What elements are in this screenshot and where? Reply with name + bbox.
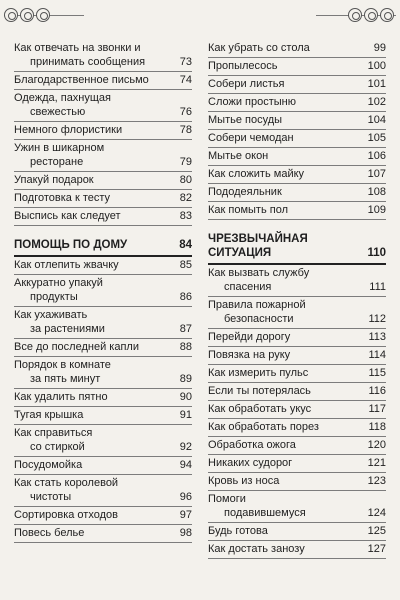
toc-entry-title: [14, 258, 172, 272]
toc-entry[interactable]: [14, 190, 192, 208]
toc-entry-title-line: Перейди дорогу: [208, 331, 291, 343]
toc-entry-page: 82: [179, 192, 192, 204]
toc-entry-page: 102: [367, 96, 386, 108]
toc-entry-title-line: Как измерить пульс: [208, 367, 309, 379]
toc-entry-page: 124: [367, 507, 386, 519]
toc-entry-page: 104: [367, 114, 386, 126]
toc-entry[interactable]: [208, 76, 386, 94]
toc-entry-title: [208, 492, 366, 520]
toc-entry-page: 123: [367, 475, 386, 487]
toc-entry-page: 105: [367, 132, 386, 144]
toc-entry-title: [208, 203, 366, 217]
toc-entry-title: [208, 113, 366, 127]
toc-entry[interactable]: [208, 437, 386, 455]
section-heading-home-help[interactable]: [14, 226, 192, 257]
toc-list-continued: [14, 40, 192, 226]
toc-entry-title: [208, 420, 366, 434]
toc-entry-page: 113: [368, 331, 386, 343]
rosette-icon: [4, 8, 18, 22]
toc-list-home-help: [14, 257, 192, 543]
rosette-icon: [20, 8, 34, 22]
toc-entry-title: [208, 542, 366, 556]
toc-entry-title-line: Как помыть пол: [208, 204, 289, 216]
toc-entry-title: [14, 340, 172, 354]
toc-list-emergency: [208, 265, 386, 559]
toc-entry-title: [14, 91, 172, 119]
toc-entry[interactable]: [14, 307, 192, 339]
toc-entry-title-line: Как отвечать на звонки и: [14, 42, 141, 54]
toc-entry[interactable]: [208, 329, 386, 347]
toc-entry[interactable]: [208, 523, 386, 541]
toc-entry-page: 107: [367, 168, 386, 180]
toc-entry-title-line: Пропылесось: [208, 60, 278, 72]
toc-entry-title-line: Как обработать укус: [208, 403, 312, 415]
toc-entry-page: 92: [179, 441, 192, 453]
toc-entry-page: 85: [179, 259, 192, 271]
toc-entry-title: [14, 476, 172, 504]
toc-entry-title: [208, 330, 366, 344]
toc-entry-page: 78: [179, 124, 192, 136]
toc-entry-page: 125: [367, 525, 386, 537]
toc-entry-title-line: Немного флористики: [14, 124, 123, 136]
toc-entry-page: 91: [179, 409, 192, 421]
toc-entry-title: [208, 298, 366, 326]
toc-entry-title: [208, 167, 366, 181]
toc-entry-title: [208, 402, 366, 416]
section-title-line: СИТУАЦИЯ: [208, 247, 272, 259]
toc-entry-title: [208, 384, 366, 398]
toc-entry-title-line: за пять минут: [30, 373, 101, 385]
toc-entry-title-line: Выспись как следует: [14, 210, 121, 222]
toc-entry-title-line: ресторане: [30, 156, 84, 168]
toc-entry-title-line: Как обработать порез: [208, 421, 319, 433]
toc-entry-title-line: Мытье посуды: [208, 114, 283, 126]
toc-entry-title-line: Ужин в шикарном: [14, 142, 105, 154]
toc-entry[interactable]: [14, 172, 192, 190]
toc-entry-page: 106: [367, 150, 386, 162]
toc-entry-title-line: Повязка на руку: [208, 349, 291, 361]
toc-entry-page: 109: [367, 204, 386, 216]
toc-entry-page: 73: [179, 56, 192, 68]
toc-entry[interactable]: [208, 265, 386, 297]
toc-entry-title-line: Правила пожарной: [208, 299, 306, 311]
toc-entry-page: 89: [179, 373, 192, 385]
toc-entry-title: [14, 41, 172, 69]
toc-entry-title: [14, 191, 172, 205]
toc-entry-page: 116: [368, 385, 386, 397]
toc-entry-page: 127: [367, 543, 386, 555]
toc-entry[interactable]: [14, 407, 192, 425]
toc-entry[interactable]: [208, 383, 386, 401]
toc-entry[interactable]: [14, 525, 192, 543]
toc-entry[interactable]: [208, 202, 386, 220]
rosette-icon: [380, 8, 394, 22]
toc-entry-title: [14, 426, 172, 454]
toc-entry-title-line: Мытье окон: [208, 150, 269, 162]
toc-entry-page: 87: [179, 323, 192, 335]
toc-entry-page: 97: [179, 509, 192, 521]
toc-entry-page: 98: [179, 527, 192, 539]
toc-entry-title-line: Помоги: [208, 493, 246, 505]
toc-entry[interactable]: [208, 184, 386, 202]
toc-entry-title: [14, 526, 172, 540]
toc-entry-title: [14, 358, 172, 386]
toc-entry-page: 101: [367, 78, 386, 90]
toc-entry[interactable]: [14, 90, 192, 122]
toc-entry[interactable]: [14, 40, 192, 72]
toc-entry-title: [208, 524, 366, 538]
section-title-line: ЧРЕЗВЫЧАЙНАЯ: [208, 233, 308, 245]
toc-entry-title: [14, 458, 172, 472]
toc-entry[interactable]: [14, 72, 192, 90]
toc-entry-page: 118: [368, 421, 386, 433]
toc-entry-page: 114: [368, 349, 386, 361]
toc-entry[interactable]: [208, 401, 386, 419]
toc-entry-title-line: Как вызвать службу: [208, 267, 310, 279]
toc-entry-title-line: Порядок в комнате: [14, 359, 111, 371]
toc-entry-title-line: Подготовка к тесту: [14, 192, 111, 204]
toc-entry-page: 121: [367, 457, 386, 469]
toc-entry-page: 88: [179, 341, 192, 353]
toc-entry-title-line: Кровь из носа: [208, 475, 280, 487]
rosette-icon: [36, 8, 50, 22]
toc-entry-title: [14, 209, 172, 223]
toc-entry-title: [208, 474, 366, 488]
toc-entry-title: [208, 95, 366, 109]
toc-entry[interactable]: [14, 357, 192, 389]
toc-entry[interactable]: [208, 365, 386, 383]
header-ornament-left: [4, 6, 84, 24]
toc-entry-title-line: Как ухаживать: [14, 309, 88, 321]
toc-entry-page: 112: [368, 313, 386, 325]
toc-entry-title: [208, 348, 366, 362]
toc-entry-title: [208, 41, 366, 55]
toc-entry[interactable]: [14, 275, 192, 307]
section-title: ПОМОЩЬ ПО ДОМУ: [14, 239, 128, 251]
toc-entry[interactable]: [14, 475, 192, 507]
toc-entry-title: [14, 141, 172, 169]
toc-entry[interactable]: [208, 58, 386, 76]
toc-entry-page: 108: [367, 186, 386, 198]
toc-entry-title-line: безопасности: [224, 313, 294, 325]
toc-entry-title-line: Пододеяльник: [208, 186, 282, 198]
toc-entry-page: 115: [368, 367, 386, 379]
toc-entry[interactable]: [208, 130, 386, 148]
toc-entry-title-line: со стиркой: [30, 441, 85, 453]
toc-entry-page: 111: [369, 281, 386, 293]
toc-entry-title-line: Повесь белье: [14, 527, 85, 539]
toc-entry-title-line: принимать сообщения: [30, 56, 146, 68]
header-ornament-right: [316, 6, 396, 24]
toc-entry-title: [208, 149, 366, 163]
toc-entry-title-line: Посудомойка: [14, 459, 83, 471]
toc-entry-title: [14, 276, 172, 304]
toc-entry-page: 86: [179, 291, 192, 303]
toc-entry-page: 100: [367, 60, 386, 72]
toc-entry-title-line: за растениями: [30, 323, 105, 335]
toc-entry-page: 117: [368, 403, 386, 415]
toc-entry-title-line: Как отлепить жвачку: [14, 259, 119, 271]
toc-entry[interactable]: [208, 455, 386, 473]
toc-entry-title-line: Упакуй подарок: [14, 174, 94, 186]
toc-entry-page: 96: [179, 491, 192, 503]
toc-entry[interactable]: [14, 339, 192, 357]
toc-entry-page: 90: [179, 391, 192, 403]
toc-entry-title: [14, 508, 172, 522]
toc-entry-title-line: Сложи простыню: [208, 96, 296, 108]
toc-entry[interactable]: [208, 419, 386, 437]
toc-entry-title-line: свежестью: [30, 106, 86, 118]
rosette-icon: [364, 8, 378, 22]
toc-entry-title-line: Будь готова: [208, 525, 268, 537]
toc-entry[interactable]: [14, 507, 192, 525]
toc-entry[interactable]: [14, 389, 192, 407]
toc-column-left: [14, 40, 192, 543]
toc-entry-page: 94: [179, 459, 192, 471]
toc-entry-title-line: Одежда, пахнущая: [14, 92, 112, 104]
toc-entry-page: 83: [179, 210, 192, 222]
rosette-icon: [348, 8, 362, 22]
toc-entry[interactable]: [208, 166, 386, 184]
toc-entry[interactable]: [208, 297, 386, 329]
toc-entry-title: [208, 456, 366, 470]
toc-column-right: [208, 40, 386, 559]
toc-entry-title-line: Сортировка отходов: [14, 509, 118, 521]
toc-entry[interactable]: [14, 122, 192, 140]
toc-entry-title-line: Тугая крышка: [14, 409, 84, 421]
toc-entry[interactable]: [208, 473, 386, 491]
toc-entry-title: [208, 266, 366, 294]
toc-entry-page: 120: [367, 439, 386, 451]
toc-entry-title: [14, 73, 172, 87]
toc-entry-title-line: продукты: [30, 291, 78, 303]
toc-entry[interactable]: [208, 541, 386, 559]
toc-entry[interactable]: [14, 425, 192, 457]
section-heading-emergency[interactable]: [208, 220, 386, 265]
toc-entry-title-line: Благодарственное письмо: [14, 74, 149, 86]
toc-entry-title: [208, 131, 366, 145]
toc-entry-page: 76: [179, 106, 192, 118]
toc-entry[interactable]: [14, 457, 192, 475]
toc-entry[interactable]: [208, 94, 386, 112]
toc-entry[interactable]: [208, 112, 386, 130]
toc-entry[interactable]: [14, 208, 192, 226]
toc-entry-title: [208, 185, 366, 199]
toc-entry[interactable]: [208, 148, 386, 166]
section-title: [208, 232, 367, 260]
toc-entry-title-line: Если ты потерялась: [208, 385, 311, 397]
toc-entry-title: [14, 173, 172, 187]
toc-entry-title-line: Собери листья: [208, 78, 285, 90]
toc-entry-page: 74: [179, 74, 192, 86]
toc-entry-title-line: чистоты: [30, 491, 72, 503]
toc-entry-title-line: Как сложить майку: [208, 168, 305, 180]
toc-entry-title: [14, 390, 172, 404]
toc-entry-title-line: Обработка ожога: [208, 439, 296, 451]
toc-entry-title-line: Как достать занозу: [208, 543, 305, 555]
toc-entry[interactable]: [208, 491, 386, 523]
toc-entry-title: [14, 408, 172, 422]
section-page: 84: [179, 239, 192, 251]
section-page: 110: [367, 247, 386, 259]
toc-entry-page: 80: [179, 174, 192, 186]
toc-list-home-help-continued: [208, 40, 386, 220]
toc-entry-title: [208, 366, 366, 380]
toc-entry-title-line: Как убрать со стола: [208, 42, 310, 54]
toc-entry-title: [208, 438, 366, 452]
toc-entry[interactable]: [208, 347, 386, 365]
toc-entry-title-line: Как удалить пятно: [14, 391, 108, 403]
toc-entry-title: [208, 59, 366, 73]
toc-entry-title-line: Как стать королевой: [14, 477, 119, 489]
toc-entry-title: [14, 308, 172, 336]
toc-entry-page: 99: [373, 42, 386, 54]
toc-entry-title-line: подавившемуся: [224, 507, 306, 519]
toc-entry-title-line: Аккуратно упакуй: [14, 277, 103, 289]
toc-entry[interactable]: [208, 40, 386, 58]
toc-entry-title: [14, 123, 172, 137]
toc-entry-page: 79: [179, 156, 192, 168]
toc-entry[interactable]: [14, 140, 192, 172]
toc-entry[interactable]: [14, 257, 192, 275]
toc-entry-title-line: спасения: [224, 281, 272, 293]
toc-entry-title-line: Как справиться: [14, 427, 93, 439]
toc-entry-title: [208, 77, 366, 91]
toc-entry-title-line: Никаких судорог: [208, 457, 293, 469]
toc-entry-title-line: Все до последней капли: [14, 341, 139, 353]
toc-entry-title-line: Собери чемодан: [208, 132, 294, 144]
